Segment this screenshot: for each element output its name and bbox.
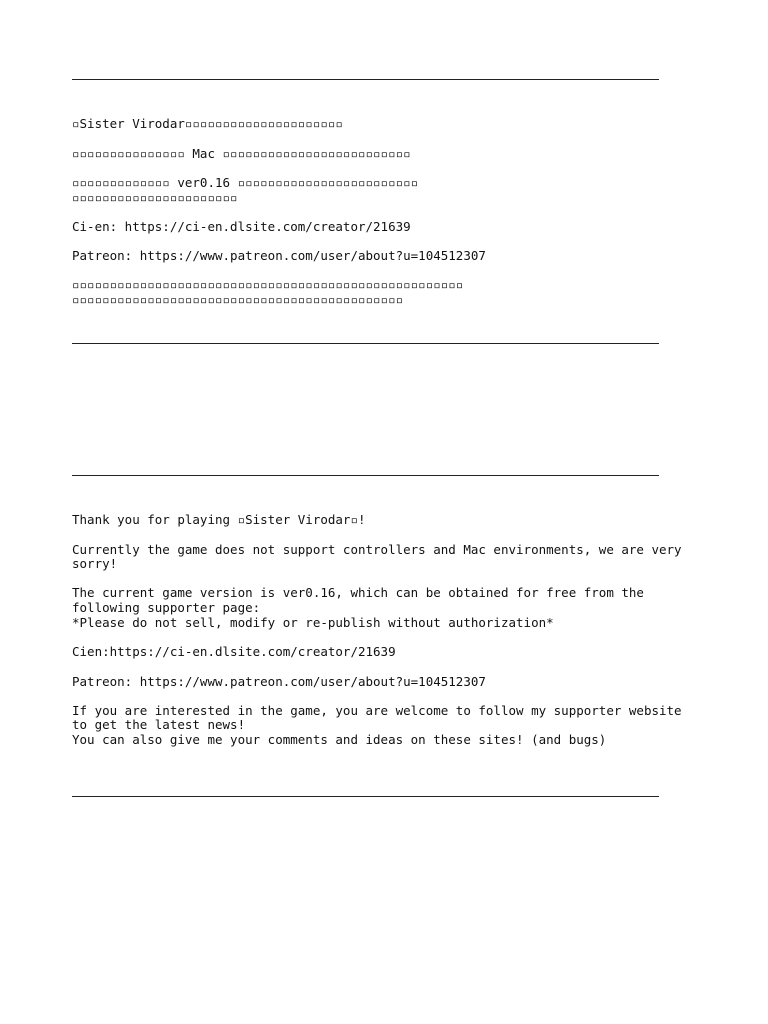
jp-patreon-link[interactable]: Patreon: https://www.patreon.com/user/about?u=104512307	[72, 248, 486, 263]
en-version-line-1: The current game version is ver0.16, which can be obtained for free from the	[72, 585, 644, 600]
jp-cien-link[interactable]: Ci-en: https://ci-en.dlsite.com/creator/21639	[72, 219, 411, 234]
jp-version-line-2: ▫▫▫▫▫▫▫▫▫▫▫▫▫▫▫▫▫▫▫▫▫▫	[72, 190, 238, 205]
jp-closing-line-2: ▫▫▫▫▫▫▫▫▫▫▫▫▫▫▫▫▫▫▫▫▫▫▫▫▫▫▫▫▫▫▫▫▫▫▫▫▫▫▫▫▫▫▫▫	[72, 292, 404, 307]
en-warning-line: *Please do not sell, modify or re-publish without authorization*	[72, 615, 554, 630]
en-controllers-line-2: sorry!	[72, 556, 118, 571]
en-feedback-line: You can also give me your comments and ideas on these sites! (and bugs)	[72, 732, 607, 747]
divider-mid-1	[72, 343, 659, 344]
jp-closing-line-1: ▫▫▫▫▫▫▫▫▫▫▫▫▫▫▫▫▫▫▫▫▫▫▫▫▫▫▫▫▫▫▫▫▫▫▫▫▫▫▫▫▫▫▫▫▫▫▫▫▫▫▫▫	[72, 277, 464, 292]
en-controllers-line-1: Currently the game does not support controllers and Mac environments, we are very	[72, 542, 682, 557]
en-version-line-2: following supporter page:	[72, 600, 261, 615]
divider-bottom	[72, 796, 659, 797]
en-interest-line-2: to get the latest news!	[72, 717, 246, 732]
jp-mac-line: ▫▫▫▫▫▫▫▫▫▫▫▫▫▫▫ Mac ▫▫▫▫▫▫▫▫▫▫▫▫▫▫▫▫▫▫▫▫▫▫▫▫▫	[72, 146, 411, 161]
jp-title-line: ▫Sister Virodar▫▫▫▫▫▫▫▫▫▫▫▫▫▫▫▫▫▫▫▫▫	[72, 116, 343, 131]
jp-version-line-1: ▫▫▫▫▫▫▫▫▫▫▫▫▫ ver0.16 ▫▫▫▫▫▫▫▫▫▫▫▫▫▫▫▫▫▫▫▫▫▫▫▫	[72, 175, 419, 190]
en-patreon-link[interactable]: Patreon: https://www.patreon.com/user/about?u=104512307	[72, 674, 486, 689]
en-cien-link[interactable]: Cien:https://ci-en.dlsite.com/creator/21639	[72, 644, 396, 659]
en-thanks-line: Thank you for playing ▫Sister Virodar▫!	[72, 512, 366, 527]
en-interest-line-1: If you are interested in the game, you are welcome to follow my supporter website	[72, 703, 682, 718]
divider-top	[72, 79, 659, 80]
divider-mid-2	[72, 475, 659, 476]
